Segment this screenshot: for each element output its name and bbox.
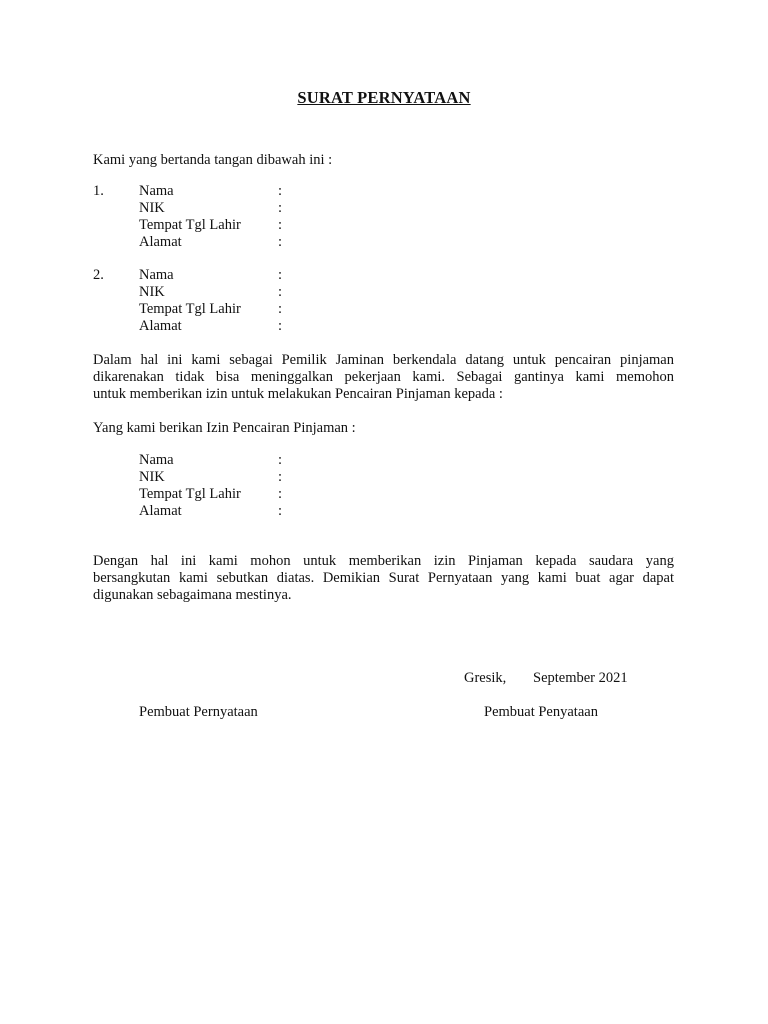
recipient-birth-label: Tempat Tgl Lahir (139, 486, 241, 502)
recipient-birth-colon: : (278, 486, 283, 502)
paragraph-1-line-3: untuk memberikan izin untuk melakukan Pencairan Pinjaman kepada : (93, 386, 503, 402)
paragraph-1-line-1: Dalam hal ini kami sebagai Pemilik Jaminan berkendala datang untuk pencairan pinjaman (93, 352, 674, 368)
recipient-nik-colon: : (278, 469, 283, 485)
party-2-nik-colon: : (278, 284, 283, 300)
recipient-address-label: Alamat (139, 503, 182, 519)
paragraph-2-line-1: Dengan hal ini kami mohon untuk memberikan izin Pinjaman kepada saudara yang (93, 553, 674, 569)
place-text: Gresik, (464, 670, 507, 686)
signature-right-label: Pembuat Penyataan (484, 704, 598, 720)
party-1-address-colon: : (278, 234, 283, 250)
party-2-name-label: Nama (139, 267, 174, 283)
paragraph-2-line-3: digunakan sebagaimana mestinya. (93, 587, 292, 603)
intro-text: Kami yang bertanda tangan dibawah ini : (93, 152, 333, 168)
party-1-birth-label: Tempat Tgl Lahir (139, 217, 241, 233)
party-2-number: 2. (93, 267, 104, 283)
paragraph-1-line-2: dikarenakan tidak bisa meninggalkan pekerjaan kami. Sebagai gantinya kami memohon (93, 369, 674, 385)
party-2-birth-colon: : (278, 301, 283, 317)
party-1-name-label: Nama (139, 183, 174, 199)
document-title: SURAT PERNYATAAN (297, 88, 471, 107)
party-1-name-colon: : (278, 183, 283, 199)
party-1-birth-colon: : (278, 217, 283, 233)
recipient-address-colon: : (278, 503, 283, 519)
party-2-address-label: Alamat (139, 318, 182, 334)
date-text: September 2021 (533, 670, 628, 686)
paragraph-2-line-2: bersangkutan kami sebutkan diatas. Demikian Surat Pernyataan yang kami buat agar dapat (93, 570, 674, 586)
party-1-address-label: Alamat (139, 234, 182, 250)
paragraph-2 (93, 553, 674, 604)
paragraph-1 (93, 352, 674, 403)
recipient-nik-label: NIK (139, 469, 165, 485)
party-1-nik-label: NIK (139, 200, 165, 216)
party-2-address-colon: : (278, 318, 283, 334)
party-2-name-colon: : (278, 267, 283, 283)
recipient-name-colon: : (278, 452, 283, 468)
signature-left-label: Pembuat Pernyataan (139, 704, 258, 720)
party-1-number: 1. (93, 183, 104, 199)
recipient-intro: Yang kami berikan Izin Pencairan Pinjaman : (93, 420, 356, 436)
party-1-nik-colon: : (278, 200, 283, 216)
party-2-nik-label: NIK (139, 284, 165, 300)
party-2-birth-label: Tempat Tgl Lahir (139, 301, 241, 317)
recipient-name-label: Nama (139, 452, 174, 468)
